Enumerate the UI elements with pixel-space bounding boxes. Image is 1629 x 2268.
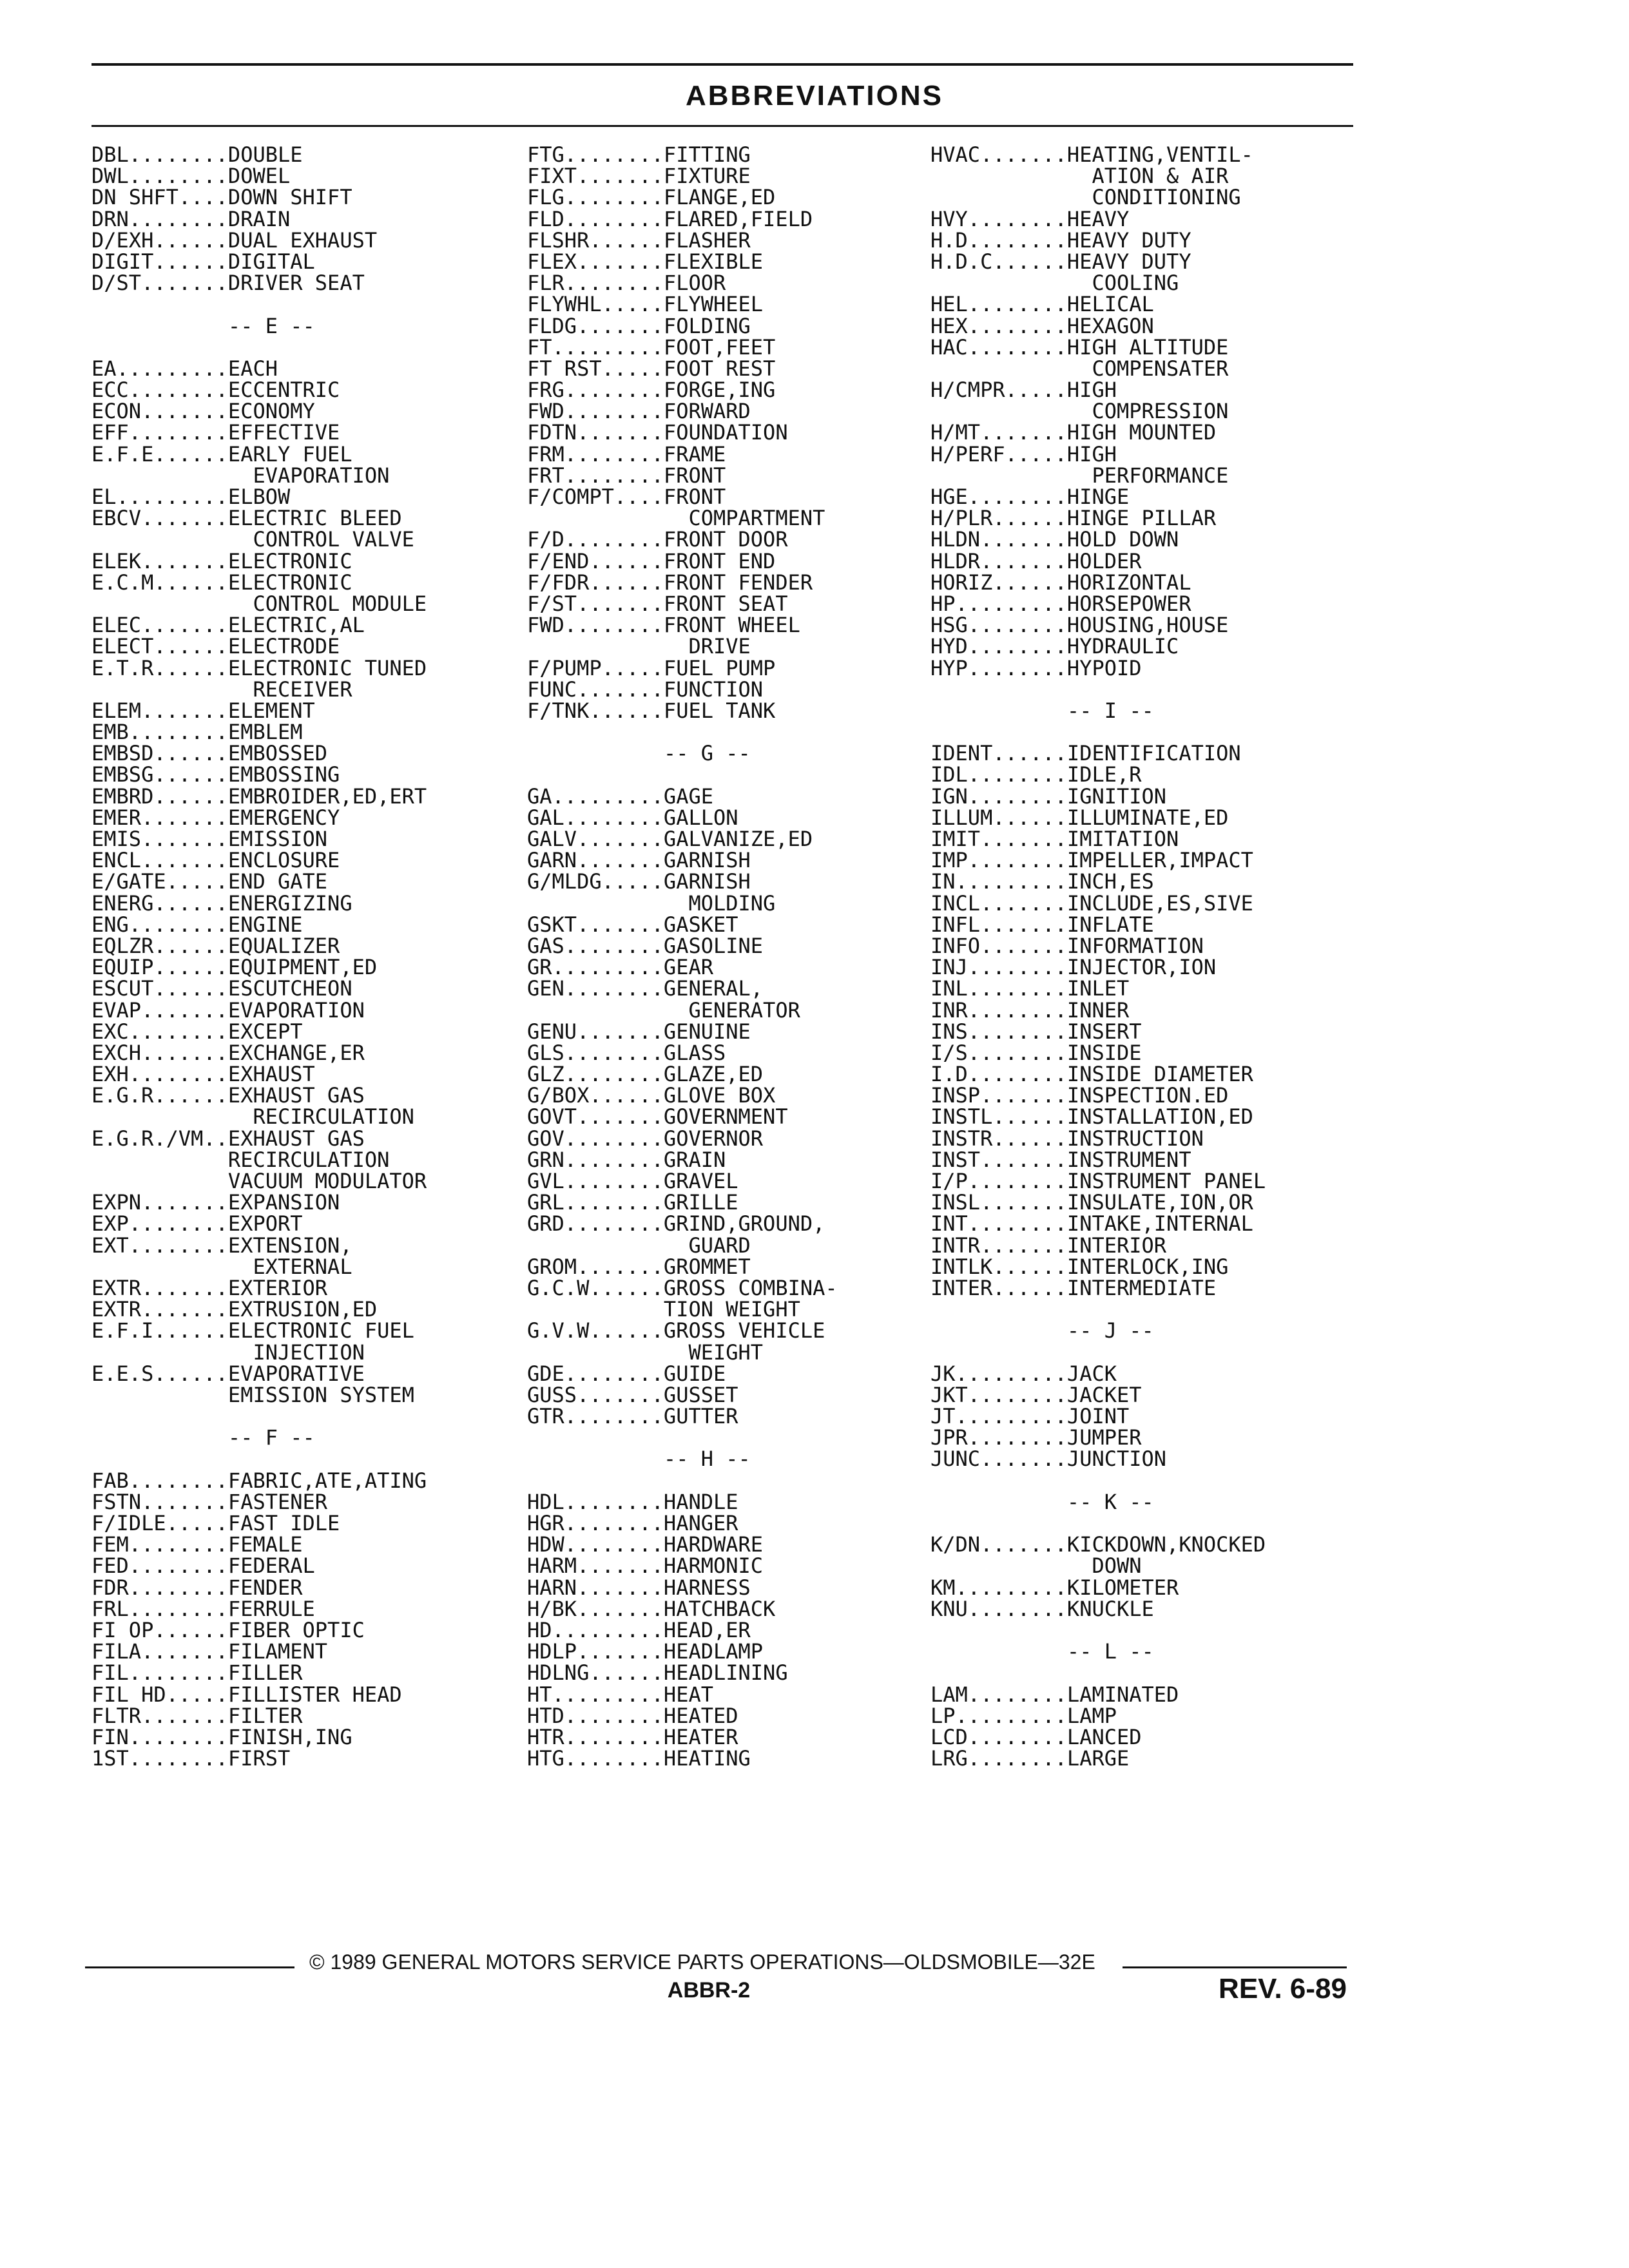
abbreviation-row: CONTROL VALVE <box>92 527 414 552</box>
abbreviation-row: HEX........HEXAGON <box>930 313 1154 338</box>
abbreviation-row: FWD........FORWARD <box>527 399 751 424</box>
abbreviation-row: HGE........HINGE <box>930 485 1130 509</box>
abbreviation-row: INS........INSERT <box>930 1019 1142 1044</box>
abbreviation-row: EXC........EXCEPT <box>92 1019 303 1044</box>
abbreviation-row: GENU.......GENUINE <box>527 1019 751 1044</box>
abbreviation-row: G.V.W......GROSS VEHICLE <box>527 1318 825 1343</box>
top-rule <box>92 63 1353 66</box>
abbreviation-row: HGR........HANGER <box>527 1511 738 1535</box>
abbreviation-row: GR.........GEAR <box>527 955 713 980</box>
abbreviation-row <box>92 1448 427 1470</box>
abbreviation-row: FLR........FLOOR <box>527 271 726 296</box>
abbreviation-row: COMPARTMENT <box>527 506 825 531</box>
abbreviation-row <box>527 1427 838 1448</box>
abbreviation-row: ELEK.......ELECTRONIC <box>92 548 352 573</box>
abbreviation-row: WEIGHT <box>527 1340 764 1365</box>
abbreviation-row: E.F.I......ELECTRONIC FUEL <box>92 1318 414 1343</box>
abbreviation-row <box>92 294 427 315</box>
abbreviation-row: HP.........HORSEPOWER <box>930 591 1191 616</box>
abbreviation-row: INFO.......INFORMATION <box>930 933 1204 958</box>
abbreviation-row: I.D........INSIDE DIAMETER <box>930 1062 1253 1087</box>
abbreviation-row: HYD........HYDRAULIC <box>930 634 1179 659</box>
abbreviation-row: INSP.......INSPECTION.ED <box>930 1083 1229 1108</box>
abbreviation-row: -- G -- <box>527 741 751 766</box>
abbreviation-row <box>930 679 1266 700</box>
abbreviation-row: F/ST.......FRONT SEAT <box>527 591 788 616</box>
abbreviation-row: GUARD <box>527 1233 751 1258</box>
abbreviation-row: FIL........FILLER <box>92 1660 303 1686</box>
abbreviation-row: LP.........LAMP <box>930 1703 1117 1728</box>
abbreviation-row <box>930 1620 1266 1641</box>
abbreviation-row: FLSHR......FLASHER <box>527 227 751 253</box>
abbreviation-row: FRT........FRONT <box>527 463 726 488</box>
abbreviation-row: EMER.......EMERGENCY <box>92 805 340 830</box>
abbreviation-row: F/PUMP.....FUEL PUMP <box>527 655 776 680</box>
abbreviation-row: TION WEIGHT <box>527 1297 800 1322</box>
abbreviation-row: GEN........GENERAL, <box>527 976 764 1001</box>
abbreviation-row: K/DN.......KICKDOWN,KNOCKED <box>930 1532 1266 1557</box>
abbreviation-row: HEL........HELICAL <box>930 292 1154 317</box>
abbreviation-row: KM.........KILOMETER <box>930 1575 1179 1600</box>
abbreviation-row: GUSS.......GUSSET <box>527 1382 738 1407</box>
abbreviation-row: ECON.......ECONOMY <box>92 399 315 424</box>
abbreviation-row: EVAPORATION <box>92 463 390 488</box>
abbreviation-row: -- J -- <box>930 1318 1154 1343</box>
abbreviation-row: EXH........EXHAUST <box>92 1062 315 1087</box>
abbreviation-row: HDW........HARDWARE <box>527 1532 764 1557</box>
abbreviation-row: FLG........FLANGE,ED <box>527 185 776 210</box>
abbreviation-row: RECEIVER <box>92 677 352 702</box>
abbreviation-row: ILLUM......ILLUMINATE,ED <box>930 805 1229 830</box>
footer-page-number: ABBR-2 <box>667 1978 751 2003</box>
abbreviation-row: HVAC.......HEATING,VENTIL- <box>930 142 1253 167</box>
abbreviation-column-2 <box>527 144 838 1769</box>
abbreviation-row: FT RST.....FOOT REST <box>527 356 776 381</box>
abbreviation-row: INST.......INSTRUMENT <box>930 1147 1191 1172</box>
abbreviation-row: H.D.C......HEAVY DUTY <box>930 249 1191 274</box>
abbreviation-row: D/ST.......DRIVER SEAT <box>92 271 365 296</box>
abbreviation-row: LAM........LAMINATED <box>930 1682 1179 1707</box>
abbreviation-row: -- L -- <box>930 1639 1154 1664</box>
title-rule <box>92 125 1353 127</box>
abbreviation-row: HARM.......HARMONIC <box>527 1553 764 1579</box>
abbreviation-row: ECC........ECCENTRIC <box>92 378 340 403</box>
abbreviation-row <box>527 1470 838 1492</box>
abbreviation-row: -- I -- <box>930 698 1154 723</box>
abbreviation-row: DN SHFT....DOWN SHIFT <box>92 185 352 210</box>
abbreviation-row: GOVT.......GOVERNMENT <box>527 1104 788 1129</box>
abbreviation-row: FIL HD.....FILLISTER HEAD <box>92 1682 402 1707</box>
abbreviation-row: CONDITIONING <box>930 185 1241 210</box>
abbreviation-row: ATION & AIR <box>930 164 1229 189</box>
abbreviation-row: HAC........HIGH ALTITUDE <box>930 334 1229 360</box>
abbreviation-row: ESCUT......ESCUTCHEON <box>92 976 352 1001</box>
abbreviation-row: H/PLR......HINGE PILLAR <box>930 506 1217 531</box>
abbreviation-row: GTR........GUTTER <box>527 1404 738 1429</box>
abbreviation-row: EFF........EFFECTIVE <box>92 420 340 445</box>
abbreviation-row: ENG........ENGINE <box>92 912 303 937</box>
page-title: ABBREVIATIONS <box>686 80 943 111</box>
abbreviation-row: VACUUM MODULATOR <box>92 1169 427 1193</box>
abbreviation-row: E.G.R./VM..EXHAUST GAS <box>92 1126 365 1151</box>
abbreviation-row: RECIRCULATION <box>92 1147 390 1172</box>
abbreviation-row: LRG........LARGE <box>930 1746 1130 1771</box>
abbreviation-row: FDR........FENDER <box>92 1575 303 1600</box>
abbreviation-row: GROM.......GROMMET <box>527 1254 751 1279</box>
abbreviation-row: INSL.......INSULATE,ION,OR <box>930 1190 1253 1215</box>
abbreviation-row: FIN........FINISH,ING <box>92 1724 352 1749</box>
abbreviation-row: I/S........INSIDE <box>930 1040 1142 1065</box>
abbreviation-row: H/PERF.....HIGH <box>930 441 1117 466</box>
abbreviation-row: -- E -- <box>92 313 315 338</box>
abbreviation-row: HARN.......HARNESS <box>527 1575 751 1600</box>
abbreviation-row: EMBSG......EMBOSSING <box>92 762 340 787</box>
abbreviation-row: ELEC.......ELECTRIC,AL <box>92 613 365 638</box>
abbreviation-row: MOLDING <box>527 890 776 916</box>
abbreviation-row: 1ST........FIRST <box>92 1746 291 1771</box>
abbreviation-row: INFL.......INFLATE <box>930 912 1154 937</box>
abbreviation-row: RECIRCULATION <box>92 1104 414 1129</box>
abbreviation-row: FLYWHL.....FLYWHEEL <box>527 292 764 317</box>
abbreviation-row: DRN........DRAIN <box>92 206 291 231</box>
abbreviation-row: FSTN.......FASTENER <box>92 1489 328 1514</box>
abbreviation-row: F/END......FRONT END <box>527 548 776 573</box>
abbreviation-row: IDL........IDLE,R <box>930 762 1142 787</box>
abbreviation-row: H/CMPR.....HIGH <box>930 378 1117 403</box>
abbreviation-row: FDTN.......FOUNDATION <box>527 420 788 445</box>
abbreviation-column-3 <box>930 144 1266 1769</box>
footer-revision: REV. 6-89 <box>1219 1973 1347 2004</box>
abbreviation-row: E/GATE.....END GATE <box>92 869 328 894</box>
abbreviation-row: GOV........GOVERNOR <box>527 1126 764 1151</box>
abbreviation-row: EL.........ELBOW <box>92 485 291 509</box>
abbreviation-row: INTR.......INTERIOR <box>930 1233 1167 1258</box>
abbreviation-row: FT.........FOOT,FEET <box>527 334 776 360</box>
abbreviation-row: HLDR.......HOLDER <box>930 548 1142 573</box>
abbreviation-row: EXP........EXPORT <box>92 1211 303 1236</box>
abbreviation-row: IMIT.......IMITATION <box>930 827 1179 851</box>
abbreviation-row <box>930 1513 1266 1534</box>
abbreviation-row: CONTROL MODULE <box>92 591 427 616</box>
abbreviation-row: DIGIT......DIGITAL <box>92 249 315 274</box>
abbreviation-row: EXTR.......EXTERIOR <box>92 1275 328 1300</box>
abbreviation-row: HYP........HYPOID <box>930 655 1142 680</box>
abbreviation-row: INR........INNER <box>930 997 1130 1023</box>
abbreviation-row <box>930 1342 1266 1363</box>
abbreviation-row: HDLP.......HEADLAMP <box>527 1639 764 1664</box>
abbreviation-row: EBCV.......ELECTRIC BLEED <box>92 506 402 531</box>
abbreviation-row: GARN.......GARNISH <box>527 848 751 873</box>
abbreviation-row: PERFORMANCE <box>930 463 1229 488</box>
abbreviation-row: GDE........GUIDE <box>527 1361 726 1386</box>
abbreviation-row: FUNC.......FUNCTION <box>527 677 764 702</box>
abbreviation-row: ENERG......ENERGIZING <box>92 890 352 916</box>
abbreviation-row: -- K -- <box>930 1489 1154 1514</box>
abbreviation-row: EVAP.......EVAPORATION <box>92 997 365 1023</box>
abbreviation-row: I/P........INSTRUMENT PANEL <box>930 1169 1266 1193</box>
abbreviation-row: DOWN <box>930 1553 1142 1579</box>
abbreviation-row <box>527 764 838 785</box>
abbreviation-row: HSG........HOUSING,HOUSE <box>930 613 1229 638</box>
abbreviation-row: HLDN.......HOLD DOWN <box>930 527 1179 552</box>
abbreviation-row: COMPRESSION <box>930 399 1229 424</box>
abbreviation-row: E.G.R......EXHAUST GAS <box>92 1083 365 1108</box>
abbreviation-row: GA.........GAGE <box>527 783 713 809</box>
abbreviation-row: FIXT.......FIXTURE <box>527 164 751 189</box>
abbreviation-row: JKT........JACKET <box>930 1382 1142 1407</box>
abbreviation-row: DBL........DOUBLE <box>92 142 303 167</box>
abbreviation-row: FRG........FORGE,ING <box>527 378 776 403</box>
abbreviation-row: F/FDR......FRONT FENDER <box>527 570 813 595</box>
abbreviation-row: GENERATOR <box>527 997 800 1023</box>
footer-rule-right <box>1123 1966 1347 1968</box>
abbreviation-row: EMBSD......EMBOSSED <box>92 741 328 766</box>
abbreviation-row: GRN........GRAIN <box>527 1147 726 1172</box>
abbreviation-row: H/MT.......HIGH MOUNTED <box>930 420 1217 445</box>
abbreviation-row: -- H -- <box>527 1446 751 1472</box>
abbreviation-row: JPR........JUMPER <box>930 1425 1142 1450</box>
abbreviation-row: GALV.......GALVANIZE,ED <box>527 827 813 851</box>
abbreviation-row: GRD........GRIND,GROUND, <box>527 1211 825 1236</box>
abbreviation-row: GSKT.......GASKET <box>527 912 738 937</box>
abbreviation-row: ELEM.......ELEMENT <box>92 698 315 723</box>
abbreviation-row: HDLNG......HEADLINING <box>527 1660 788 1686</box>
abbreviation-row: FI OP......FIBER OPTIC <box>92 1617 365 1642</box>
abbreviation-row: FWD........FRONT WHEEL <box>527 613 800 638</box>
abbreviation-row: G/MLDG.....GARNISH <box>527 869 751 894</box>
abbreviation-row: E.E.S......EVAPORATIVE <box>92 1361 365 1386</box>
abbreviation-row: JUNC.......JUNCTION <box>930 1446 1167 1472</box>
abbreviation-row: GAS........GASOLINE <box>527 933 764 958</box>
abbreviation-row: JK.........JACK <box>930 1361 1117 1386</box>
abbreviation-row: INTER......INTERMEDIATE <box>930 1275 1217 1300</box>
abbreviation-row: FTG........FITTING <box>527 142 751 167</box>
abbreviation-row: INT........INTAKE,INTERNAL <box>930 1211 1253 1236</box>
abbreviation-row: F/TNK......FUEL TANK <box>527 698 776 723</box>
abbreviation-row: GRL........GRILLE <box>527 1190 738 1215</box>
footer-copyright: © 1989 GENERAL MOTORS SERVICE PARTS OPERATIONS—OLDSMOBILE—32E <box>309 1950 1095 1974</box>
abbreviation-row: EXPN.......EXPANSION <box>92 1190 340 1215</box>
footer-rule-left <box>85 1966 294 1968</box>
abbreviation-row: FEM........FEMALE <box>92 1532 303 1557</box>
abbreviation-row: EXTERNAL <box>92 1254 352 1279</box>
abbreviation-row: F/IDLE.....FAST IDLE <box>92 1511 340 1535</box>
abbreviation-row: GLS........GLASS <box>527 1040 726 1065</box>
abbreviation-row: IDENT......IDENTIFICATION <box>930 741 1241 766</box>
abbreviation-row <box>930 1662 1266 1684</box>
abbreviation-row: FED........FEDERAL <box>92 1553 315 1579</box>
abbreviation-row: FILA.......FILAMENT <box>92 1639 328 1664</box>
abbreviation-row: FLEX.......FLEXIBLE <box>527 249 764 274</box>
abbreviation-row: D/EXH......DUAL EXHAUST <box>92 227 378 253</box>
abbreviation-row: EMISSION SYSTEM <box>92 1382 414 1407</box>
abbreviation-row: HTG........HEATING <box>527 1746 751 1771</box>
abbreviation-row <box>92 337 427 358</box>
abbreviation-row: EXT........EXTENSION, <box>92 1233 352 1258</box>
abbreviation-row: INL........INLET <box>930 976 1130 1001</box>
abbreviation-row: EA.........EACH <box>92 356 278 381</box>
abbreviation-row: INCL.......INCLUDE,ES,SIVE <box>930 890 1253 916</box>
abbreviation-row: FRL........FERRULE <box>92 1596 315 1621</box>
abbreviation-row <box>92 1406 427 1427</box>
abbreviation-row: HVY........HEAVY <box>930 206 1130 231</box>
abbreviation-row: INSTR......INSTRUCTION <box>930 1126 1204 1151</box>
abbreviation-row: INJ........INJECTOR,ION <box>930 955 1217 980</box>
abbreviation-row: EMB........EMBLEM <box>92 720 303 745</box>
abbreviation-row: HTR........HEATER <box>527 1724 738 1749</box>
abbreviation-row: INSTL......INSTALLATION,ED <box>930 1104 1253 1129</box>
abbreviation-row: IGN........IGNITION <box>930 783 1167 809</box>
abbreviation-row: HTD........HEATED <box>527 1703 738 1728</box>
abbreviation-row: EQUIP......EQUIPMENT,ED <box>92 955 378 980</box>
abbreviation-row: COMPENSATER <box>930 356 1229 381</box>
abbreviation-row: FAB........FABRIC,ATE,ATING <box>92 1468 427 1493</box>
abbreviation-row: ELECT......ELECTRODE <box>92 634 340 659</box>
abbreviation-row: E.F.E......EARLY FUEL <box>92 441 352 466</box>
abbreviation-row: GLZ........GLAZE,ED <box>527 1062 764 1087</box>
abbreviation-row: DWL........DOWEL <box>92 164 291 189</box>
abbreviation-row: DRIVE <box>527 634 751 659</box>
abbreviation-row: G.C.W......GROSS COMBINA- <box>527 1275 838 1300</box>
abbreviation-row: IMP........IMPELLER,IMPACT <box>930 848 1253 873</box>
abbreviation-row: INTLK......INTERLOCK,ING <box>930 1254 1229 1279</box>
abbreviation-row <box>930 1470 1266 1492</box>
abbreviation-row: EMIS.......EMISSION <box>92 827 328 851</box>
abbreviation-row: EQLZR......EQUALIZER <box>92 933 340 958</box>
abbreviation-row: ENCL.......ENCLOSURE <box>92 848 340 873</box>
abbreviation-row: FLD........FLARED,FIELD <box>527 206 813 231</box>
abbreviation-row: EXTR.......EXTRUSION,ED <box>92 1297 378 1322</box>
abbreviation-row: E.C.M......ELECTRONIC <box>92 570 352 595</box>
abbreviation-row: G/BOX......GLOVE BOX <box>527 1083 776 1108</box>
abbreviation-row: HORIZ......HORIZONTAL <box>930 570 1191 595</box>
abbreviation-row: F/COMPT....FRONT <box>527 485 726 509</box>
abbreviation-row: -- F -- <box>92 1425 315 1450</box>
abbreviation-row: HT.........HEAT <box>527 1682 713 1707</box>
abbreviation-row: EXCH.......EXCHANGE,ER <box>92 1040 365 1065</box>
abbreviation-row: LCD........LANCED <box>930 1724 1142 1749</box>
abbreviation-row: IN.........INCH,ES <box>930 869 1154 894</box>
abbreviation-row <box>930 722 1266 743</box>
abbreviation-column-1 <box>92 144 427 1769</box>
abbreviation-row: HD.........HEAD,ER <box>527 1617 751 1642</box>
abbreviation-row: FLTR.......FILTER <box>92 1703 303 1728</box>
abbreviation-row: EMBRD......EMBROIDER,ED,ERT <box>92 783 427 809</box>
abbreviation-row: H.D........HEAVY DUTY <box>930 227 1191 253</box>
abbreviation-row <box>930 1299 1266 1320</box>
abbreviation-row: F/D........FRONT DOOR <box>527 527 788 552</box>
abbreviation-row: E.T.R......ELECTRONIC TUNED <box>92 655 427 680</box>
abbreviation-row: FRM........FRAME <box>527 441 726 466</box>
abbreviation-row: COOLING <box>930 271 1179 296</box>
abbreviation-row: KNU........KNUCKLE <box>930 1596 1154 1621</box>
abbreviation-row: GAL........GALLON <box>527 805 738 830</box>
abbreviation-row: JT.........JOINT <box>930 1404 1130 1429</box>
abbreviation-row: INJECTION <box>92 1340 365 1365</box>
abbreviation-row: H/BK.......HATCHBACK <box>527 1596 776 1621</box>
abbreviation-row: FLDG.......FOLDING <box>527 313 751 338</box>
abbreviation-row <box>527 722 838 743</box>
abbreviation-row: HDL........HANDLE <box>527 1489 738 1514</box>
abbreviation-row: GVL........GRAVEL <box>527 1169 738 1193</box>
